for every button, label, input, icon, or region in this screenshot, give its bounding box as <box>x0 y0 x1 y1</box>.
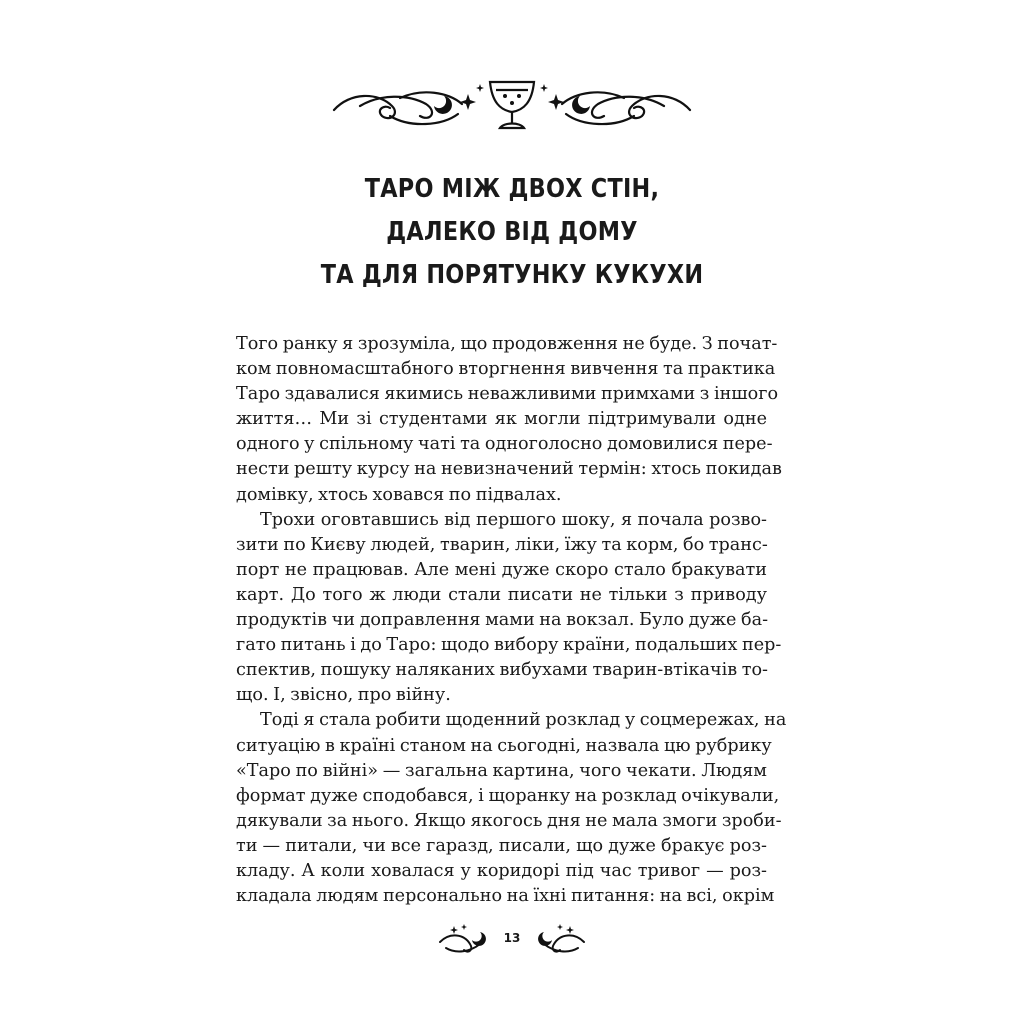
paragraph <box>236 508 782 709</box>
text-line: що. І, звісно, про війну. <box>236 685 451 706</box>
chapter-title-line: ТА ДЛЯ ПОРЯТУНКУ КУКУХИ <box>320 260 704 290</box>
chapter-title-line: ТАРО МІЖ ДВОХ СТІН, <box>364 174 660 204</box>
page-number: 13 <box>503 931 521 945</box>
text-line: кладала людям персонально на їхні питання: на всі, окрім <box>236 886 775 907</box>
text-line: зити по Києву людей, тварин, ліки, їжу та корм, бо транс- <box>236 534 768 555</box>
text-line: кладу. А коли ховалася у коридорі під час тривог — роз- <box>236 860 767 881</box>
chapter-title-line: ДАЛЕКО ВІД ДОМУ <box>386 217 638 247</box>
text-line: одного у спільному чаті та одноголосно домовилися пере- <box>236 434 773 455</box>
footer-ornament-left-icon <box>436 922 488 958</box>
text-line: Трохи оговтавшись від першого шоку, я почала розво- <box>260 509 767 530</box>
footer-ornament-right-icon <box>536 922 588 958</box>
text-line: ти — питали, чи все гаразд, писали, що дуже бракує роз- <box>236 835 767 856</box>
text-line: гато питань і до Таро: щодо вибору країни, подальших пер- <box>236 635 782 656</box>
text-line: нести решту курсу на невизначений термін: хтось покидав <box>236 459 782 480</box>
text-line: продуктів чи доправлення мами на вокзал. Було дуже ба- <box>236 610 769 631</box>
paragraph <box>236 708 787 909</box>
paragraph <box>236 332 782 508</box>
text-line: порт не працював. Але мені дуже скоро стало бракувати <box>236 559 767 580</box>
text-line: Того ранку я зрозуміла, що продовження не буде. З почат- <box>236 334 778 354</box>
body-text <box>236 332 787 909</box>
text-line: Таро здавалися якимись неважливими примхами з іншого <box>236 384 779 405</box>
chapter-ornament <box>330 70 694 136</box>
text-line: домівку, хтось ховався по підвалах. <box>236 484 562 505</box>
text-line: спектив, пошуку наляканих вибухами тварин-втікачів то- <box>236 660 769 681</box>
text-line: формат дуже сподобався, і щоранку на розклад очікували, <box>236 785 780 806</box>
page-footer <box>436 922 588 958</box>
text-line: Тоді я стала робити щоденний розклад у соцмережах, на <box>260 710 787 731</box>
text-line: карт. До того ж люди стали писати не тільки з приводу <box>236 584 767 605</box>
text-line: ком повномасштабного вторгнення вивчення та практика <box>236 359 776 380</box>
text-line: життя… Ми зі студентами як могли підтримували одне <box>236 409 767 430</box>
text-line: дякували за нього. Якщо якогось дня не мала змоги зроби- <box>236 810 782 831</box>
chapter-title <box>254 168 770 297</box>
text-line: «Таро по війні» — загальна картина, чого чекати. Людям <box>236 760 767 781</box>
text-line: ситуацію в країні станом на сьогодні, назвала цю рубрику <box>236 735 772 756</box>
